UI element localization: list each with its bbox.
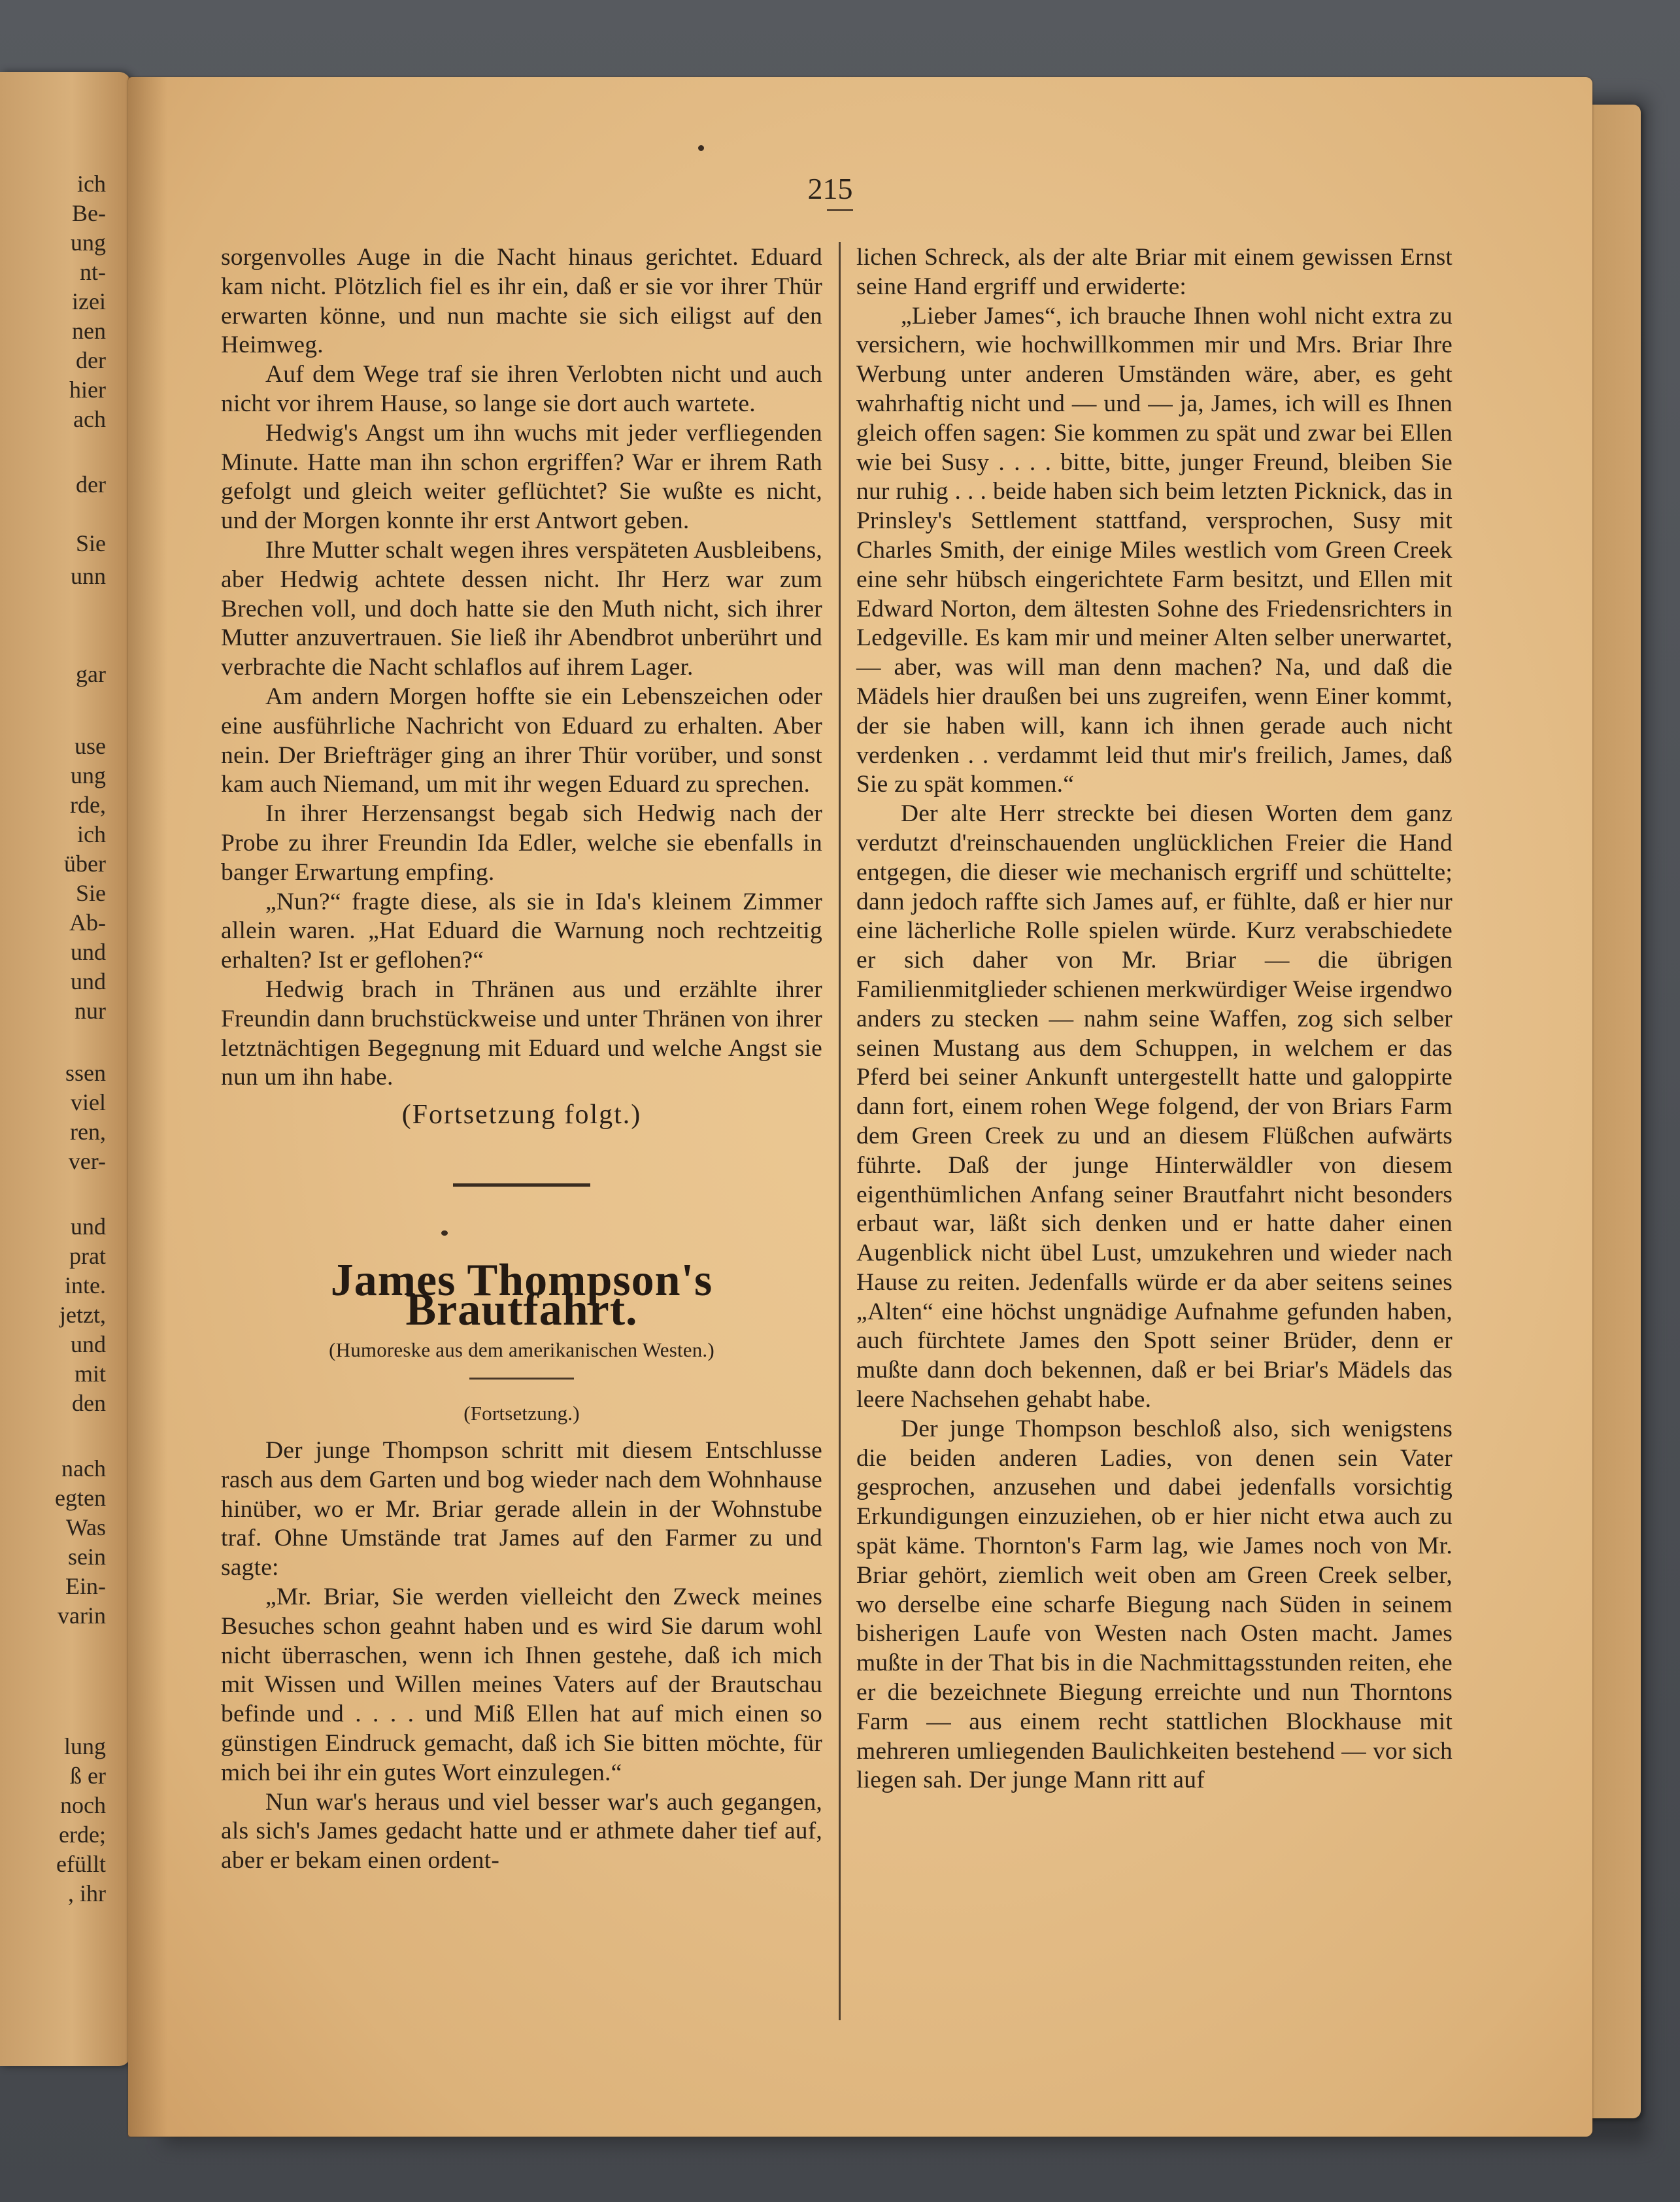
paragraph: sorgenvolles Auge in die Nacht hinaus gerichtet. Eduard kam nicht. Plötzlich fiel es ihr ein, daß er sie vor ihrer Thür erwarten könne, und nun machte sie sich eiligst auf den Heimweg. — [221, 244, 822, 359]
margin-fragment: unn — [71, 563, 106, 589]
margin-fragment: ich — [77, 171, 106, 197]
margin-fragment: Sie — [75, 530, 106, 556]
page-gutter-shading — [128, 77, 167, 2137]
margin-fragment: use — [75, 733, 106, 759]
margin-fragment: prat — [69, 1243, 106, 1269]
margin-fragment: gar — [76, 661, 106, 687]
story-text — [221, 1436, 822, 1876]
story-subtitle: (Humoreske aus dem amerikanischen Westen.) — [329, 1338, 714, 1361]
margin-fragment: ver- — [68, 1148, 106, 1174]
margin-fragment: inte. — [65, 1272, 106, 1298]
margin-fragment: , ihr — [68, 1880, 106, 1906]
margin-fragment: nach — [61, 1455, 106, 1482]
paragraph: Ihre Mutter schalt wegen ihres verspäteten Ausbleibens, aber Hedwig achtete dessen nicht. Ihr Herz war zum Brechen voll, und doch hatte sie den Muth nicht, sich ihrer Mutter anzuvertrauen. Sie ließ ihr Abendbrot unberührt und verbrachte die Nacht schlaflos auf ihrem Lager. — [221, 536, 822, 681]
margin-fragment: ach — [73, 406, 106, 432]
paragraph: Der junge Thompson beschloß also, sich wenigstens die beiden anderen Ladies, von denen sein Vater gesprochen, anzusehen und dabei jedenfalls vorsichtig Erkundigungen einzuziehen, ob er hier nicht etwa auch zu spät käme. Thornton's Farm lag, wie James noch von Mr. Briar gehört, ziemlich weit oben am Green Creek selber, wo derselbe eine scharfe Biegung nach Süden in seinem bisherigen Laufe von Westen nach Osten macht. James mußte in der That bis in die Nachmittagsstunden reiten, ehe er die bezeichnete Biegung erreichte und nun Thorntons Farm — aus einem recht stattlichen Blockhause mit mehreren umliegenden Baulichkeiten bestehend — vor sich liegen sah. Der junge Mann ritt auf — [856, 1415, 1453, 1794]
paragraph: „Mr. Briar, Sie werden vielleicht den Zweck meines Besuches schon geahnt haben und es wird Sie darum wohl nicht überraschen, wenn ich Ihnen gestehe, daß ich mich mit Wissen und Willen meines Vaters auf der Brautschau befinde und . . . . und Miß Ellen hat auf mich einen so günstigen Eindruck gemacht, daß ich Sie bitten möchte, für mich bei ihr ein gutes Wort einzulegen.“ — [221, 1584, 822, 1786]
margin-fragment: der — [76, 471, 106, 498]
margin-fragment: ren, — [70, 1119, 106, 1145]
margin-fragment: Sie — [75, 880, 106, 906]
margin-fragment: lung — [63, 1733, 106, 1759]
paragraph: Am andern Morgen hoffte sie ein Lebenszeichen oder eine ausführliche Nachricht von Eduard zu erhalten. Aber nein. Der Briefträger ging an ihrer Thür vorüber, und sonst kam auch Niemand, um mit ihr wegen Eduard zu sprechen. — [221, 683, 822, 798]
margin-fragment: und — [71, 1331, 106, 1357]
margin-fragment: der — [76, 347, 106, 373]
margin-fragment: ich — [77, 821, 106, 847]
margin-fragment: egten — [55, 1485, 106, 1511]
previous-story-text — [221, 243, 822, 1093]
margin-fragment: rde, — [70, 792, 106, 818]
margin-fragment: den — [72, 1390, 106, 1416]
story-title: James Thompson's Brautfahrt. — [330, 1255, 713, 1335]
paragraph: Hedwig's Angst um ihn wuchs mit jeder verfliegenden Minute. Hatte man ihn schon ergriffen? War er ihrem Rath gefolgt und gleich weiter geflüchtet? Sie wußte es nicht, und der Morgen konnte ihr erst Antwort geben. — [221, 419, 822, 535]
margin-fragment: nt- — [80, 259, 106, 285]
margin-fragment: über — [64, 851, 106, 877]
margin-fragment: ß er — [70, 1763, 106, 1789]
margin-fragment: ung — [71, 229, 106, 256]
margin-fragment: nen — [72, 318, 106, 344]
paragraph: In ihrer Herzensangst begab sich Hedwig nach der Probe zu ihrer Freundin Ida Edler, welche sie ebenfalls in banger Erwartung empfing. — [221, 800, 822, 886]
margin-fragment: ung — [71, 762, 106, 788]
margin-fragment: erde; — [59, 1821, 106, 1848]
ink-speck — [698, 145, 704, 151]
subtitle-rule — [469, 1378, 574, 1380]
margin-fragment: efüllt — [56, 1851, 106, 1877]
margin-fragment: mit — [74, 1361, 106, 1387]
margin-fragment: jetzt, — [59, 1302, 106, 1328]
paragraph: lichen Schreck, als der alte Briar mit einem gewissen Ernst seine Hand ergriff und erwiderte: — [856, 244, 1453, 300]
paragraph: „Lieber James“, ich brauche Ihnen wohl nicht extra zu versichern, wie hochwillkommen mir und Mrs. Briar Ihre Werbung unter anderen Umständen wäre, aber, es geht wahrhaftig nicht und — und — ja, James, ich will es Ihnen gleich offen sagen: Sie kommen zu spät und zwar bei Ellen wie bei Susy . . . . bitte, bitte, junger Freund, bleiben Sie nur ruhig . . . beide haben sich beim letzten Picknick, das in Prinsley's Settlement stattfand, versprochen, Susy mit Charles Smith, der einige Miles westlich vom Green Creek eine sehr hübsch eingerichtete Farm besitzt, und Ellen mit Edward Norton, dem ältesten Sohne des Friedensrichters in Ledgeville. Es kam mir und meiner Alten selber unerwartet, — aber, was will man denn machen? Na, und daß die Mädels hier draußen bei uns zugreifen, wenn Einer kommt, der sie haben will, kann ich ihnen gerade auch nicht verdenken . . verdammt leid thut mir's freilich, James, daß Sie zu spät kommen.“ — [856, 302, 1453, 798]
margin-fragment: und — [71, 968, 106, 994]
paragraph: Der alte Herr streckte bei diesen Worten dem ganz verdutzt d'reinschauenden unglücklichen Freier die Hand entgegen, die dieser wie mechanisch ergriff und schüttelte; dann jedoch raffte sich James auf, er fühlte, daß er hier nur eine lächerliche Rolle spielen würde. Kurz verabschiedete er sich daher von Mr. Briar — die übrigen Familienmitglieder schienen merkwürdiger Weise irgendwo anders zu stecken — nahm seine Waffen, zog sich selber seinen Mustang aus dem Schuppen, in welchem er das Pferd bei seiner Ankunft untergestellt hatte und galoppirte dann fort, einem rohen Wege folgend, der von Briars Farm dem Green Creek zu und an diesem Flüßchen aufwärts führte. Daß der junge Hinterwäldler von diesem eigenthümlichen Anfang seiner Brautfahrt nicht besonders erbaut war, läßt sich denken und er hatte daher einen Augenblick nicht übel Lust, umzukehren und wieder nach Hause zu reiten. Jedenfalls würde er da aber seitens seines „Alten“ eine höchst ungnädige Aufnahme gefunden haben, auch fürchtete James den Spott seiner Brüder, denn er mußte dann doch bekennen, daß er bei Briar's Mädels das leere Nachsehen gehabt habe. — [856, 800, 1453, 1414]
paragraph: Auf dem Wege traf sie ihren Verlobten nicht und auch nicht vor ihrem Hause, so lange sie dort auch wartete. — [221, 361, 822, 417]
right-column — [856, 243, 1453, 1795]
page-number-rule — [827, 209, 853, 211]
margin-fragment: noch — [60, 1792, 106, 1818]
margin-fragment: Ab- — [69, 909, 106, 936]
margin-fragment: izei — [72, 288, 106, 314]
margin-fragment: und — [71, 939, 106, 965]
margin-fragment: hier — [69, 377, 106, 403]
margin-fragment: viel — [71, 1089, 106, 1115]
ink-speck — [441, 1230, 448, 1236]
paragraph: „Nun?“ fragte diese, als sie in Ida's kleinem Zimmer allein waren. „Hat Eduard die Warnung noch rechtzeitig erhalten? Ist er geflohen?“ — [221, 888, 822, 974]
margin-fragment: Be- — [72, 200, 106, 226]
margin-fragment: Was — [65, 1514, 106, 1540]
margin-fragment: Ein- — [65, 1573, 106, 1599]
previous-page-edge — [0, 72, 131, 2066]
paragraph: Der junge Thompson schritt mit diesem Entschlusse rasch aus dem Garten und bog wieder nach dem Wohnhause hinüber, wo er Mr. Briar gerade allein in der Wohnstube traf. Ohne Umstände trat James auf den Farmer zu und sagte: — [221, 1437, 822, 1582]
column-divider — [839, 242, 841, 2020]
left-column — [221, 243, 822, 1876]
paragraph: Nun war's heraus und viel besser war's auch gegangen, als sich's James gedacht hatte und er athmete daher tief auf, aber er bekam einen ordent- — [221, 1788, 822, 1874]
continued-note: (Fortsetzung folgt.) — [401, 1100, 642, 1130]
margin-fragment: nur — [75, 998, 106, 1024]
margin-fragment: varin — [58, 1602, 106, 1629]
paragraph: Hedwig brach in Thränen aus und erzählte ihrer Freundin dann bruchstückweise und unter Thränen von ihrer letztnächtigen Begegnung mit Eduard und welche Angst sie nun um ihn habe. — [221, 975, 822, 1091]
section-divider — [453, 1183, 590, 1187]
page-number: 215 — [807, 172, 853, 205]
margin-fragment: ssen — [65, 1060, 106, 1086]
continuation-label: (Fortsetzung.) — [463, 1402, 580, 1425]
margin-fragment: sein — [68, 1544, 106, 1570]
margin-fragment: und — [71, 1213, 106, 1240]
